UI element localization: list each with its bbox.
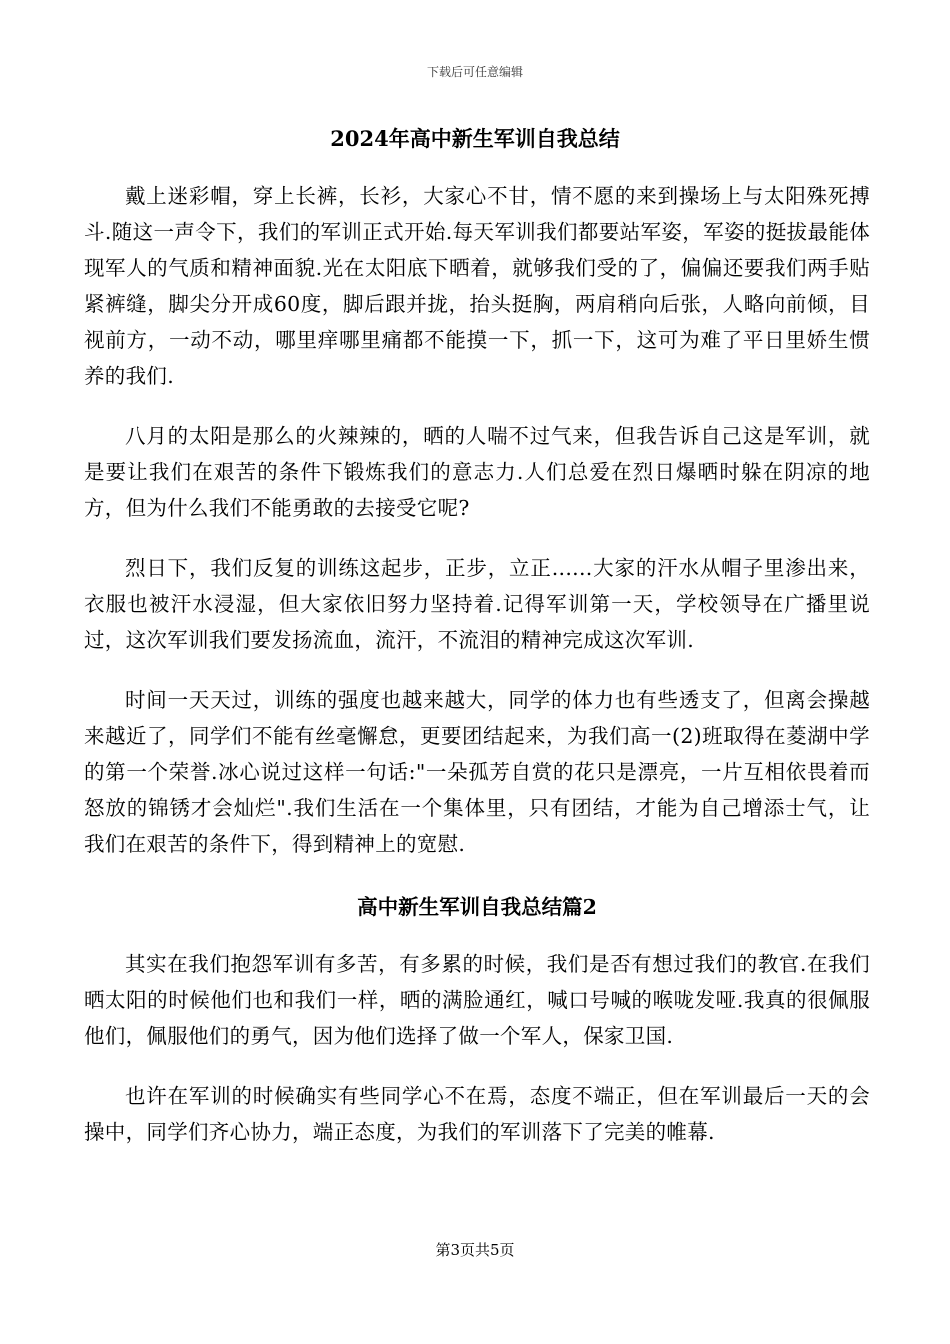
paragraph: 其实在我们抱怨军训有多苦，有多累的时候，我们是否有想过我们的教官.在我们晒太阳的时候他们也和我们一样，晒的满脸通红，喊口号喊的喉咙发哑.我真的很佩服他们，佩服他们的勇气，因为他们选择了做一个军人，保家卫国. bbox=[84, 952, 870, 1048]
page-number-footer: 第3页共5页 bbox=[435, 1241, 515, 1259]
paragraph: 时间一天天过，训练的强度也越来越大，同学的体力也有些透支了，但离会操越来越近了，同学们不能有丝毫懈怠，更要团结起来，为我们高一(2)班取得在菱湖中学的第一个荣誉.冰心说过这样一句话:"一朵孤芳自赏的花只是漂亮，一片互相依畏着而怒放的锦锈才会灿烂".我们生活在一个集体里，只有团结，才能为自己增添士气，让我们在艰苦的条件下，得到精神上的宽慰. bbox=[84, 688, 870, 856]
header-note: 下载后可任意编辑 bbox=[426, 65, 523, 79]
paragraph: 烈日下，我们反复的训练这起步，正步，立正......大家的汗水从帽子里渗出来，衣服也被汗水浸湿，但大家依旧努力坚持着.记得军训第一天，学校领导在广播里说过，这次军训我们要发扬流血，流汗，不流泪的精神完成这次军训. bbox=[84, 556, 870, 652]
paragraph: 戴上迷彩帽，穿上长裤，长衫，大家心不甘，情不愿的来到操场上与太阳殊死搏斗.随这一声令下，我们的军训正式开始.每天军训我们都要站军姿，军姿的挺拔最能体现军人的气质和精神面貌.光在太阳底下晒着，就够我们受的了，偏偏还要我们两手贴紧裤缝，脚尖分开成60度，脚后跟并拢，抬头挺胸，两肩稍向后张，人略向前倾，目视前方，一动不动，哪里痒哪里痛都不能摸一下，抓一下，这可为难了平日里娇生惯养的我们. bbox=[84, 184, 870, 388]
document-title: 2024年高中新生军训自我总结 bbox=[330, 126, 620, 151]
paragraph: 也许在军训的时候确实有些同学心不在焉，态度不端正，但在军训最后一天的会操中，同学们齐心协力，端正态度，为我们的军训落下了完美的帷幕. bbox=[84, 1084, 870, 1144]
paragraph: 八月的太阳是那么的火辣辣的，晒的人喘不过气来，但我告诉自己这是军训，就是要让我们在艰苦的条件下锻炼我们的意志力.人们总爱在烈日爆晒时躲在阴凉的地方，但为什么我们不能勇敢的去接受它呢? bbox=[84, 424, 870, 520]
document-body bbox=[84, 178, 870, 1174]
section-title: 高中新生军训自我总结篇2 bbox=[357, 895, 597, 919]
